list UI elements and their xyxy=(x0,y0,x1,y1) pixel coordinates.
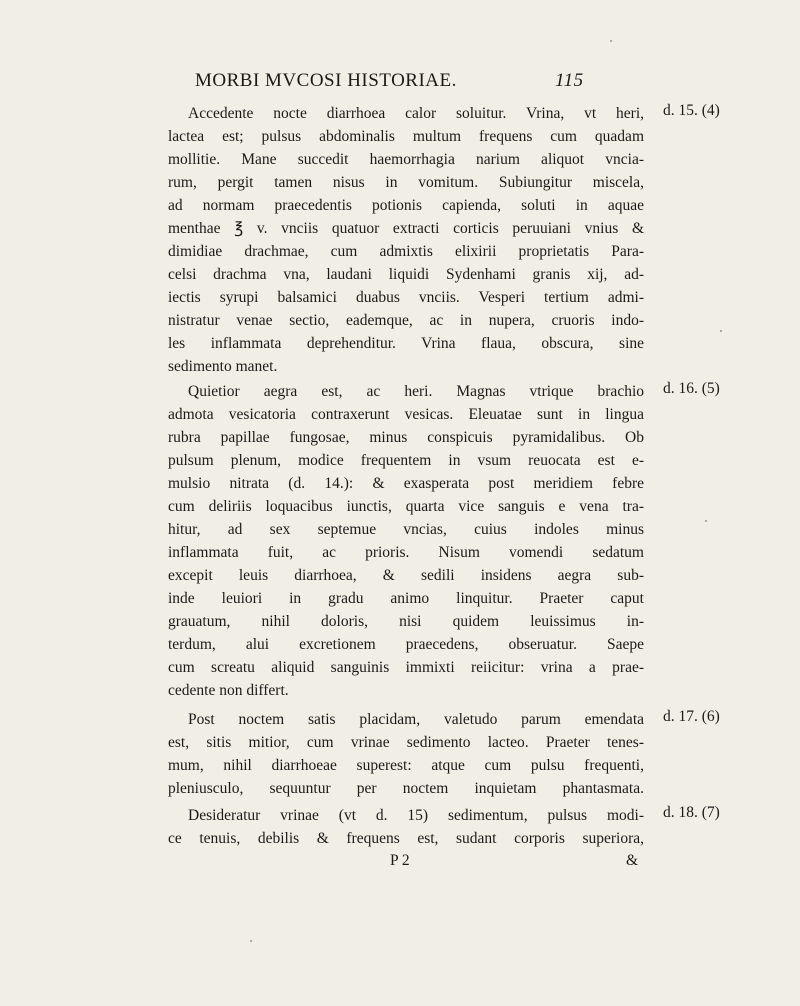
text-line: mum, nihil diarrhoeae superest: atque cum pulsu frequenti, xyxy=(168,757,644,774)
text-line: hitur, ad sex septemue vncias, cuius indoles minus xyxy=(168,521,644,538)
text-line: rum, pergit tamen nisus in vomitum. Subiungitur miscela, xyxy=(168,174,644,191)
text-line: cum deliriis loquacibus iunctis, quarta vice sanguis e vena tra- xyxy=(168,498,644,515)
text-line: dimidiae drachmae, cum admixtis elixirii proprietatis Para- xyxy=(168,243,644,260)
text-line: excepit leuis diarrhoea, & sedili insidens aegra sub- xyxy=(168,567,644,584)
header-title: MORBI MVCOSI HISTORIAE. xyxy=(195,70,457,91)
text-line: mulsio nitrata (d. 14.): & exasperata post meridiem febre xyxy=(168,475,644,492)
text-line: grauatum, nihil doloris, nisi quidem leuissimus in- xyxy=(168,613,644,630)
text-line: ce tenuis, debilis & frequens est, sudant corporis superiora, xyxy=(168,830,644,847)
paragraph-2 xyxy=(168,380,644,702)
text-line: admota vesicatoria contraxerunt vesicas. Eleuatae sunt in lingua xyxy=(168,406,644,423)
margin-note-day-16: d. 16. (5) xyxy=(663,380,720,397)
text-line: terdum, alui excretionem praecedens, obseruatur. Saepe xyxy=(168,636,644,653)
paragraph-3 xyxy=(168,708,644,800)
text-line: sedimento manet. xyxy=(168,358,278,375)
text-line: ad normam praecedentis potionis capienda, soluti in aquae xyxy=(168,197,644,214)
text-line: Quietior aegra est, ac heri. Magnas vtrique brachio xyxy=(188,383,644,400)
catchword: & xyxy=(626,852,639,869)
text-line: celsi drachma vna, laudani liquidi Sydenhami granis xij, ad- xyxy=(168,266,644,283)
text-line: Post noctem satis placidam, valetudo parum emendata xyxy=(188,711,644,728)
paper-speck xyxy=(250,940,252,942)
text-line: rubra papillae fungosae, minus conspicuis pyramidalibus. Ob xyxy=(168,429,644,446)
text-line: pleniusculo, sequuntur per noctem inquietam phantasmata. xyxy=(168,780,644,797)
text-line: mollitie. Mane succedit haemorrhagia narium aliquot vncia- xyxy=(168,151,644,168)
margin-note-day-15: d. 15. (4) xyxy=(663,102,720,119)
margin-note-day-18: d. 18. (7) xyxy=(663,804,720,821)
text-line: Desideratur vrinae (vt d. 15) sedimentum, pulsus modi- xyxy=(188,807,644,824)
text-line: est, sitis mitior, cum vrinae sedimento lacteo. Praeter tenes- xyxy=(168,734,644,751)
text-line: cum screatu aliquid sanguinis immixti reiicitur: vrina a prae- xyxy=(168,659,644,676)
text-line: menthae ℥ v. vnciis quatuor extracti corticis peruuiani vnius & xyxy=(168,220,644,237)
text-line: pulsum plenum, modice frequentem in vsum reuocata est e- xyxy=(168,452,644,469)
text-line: Accedente nocte diarrhoea calor soluitur. Vrina, vt heri, xyxy=(188,105,644,122)
text-line: nistratur venae sectio, eademque, ac in nupera, cruoris indo- xyxy=(168,312,644,329)
text-line: les inflammata deprehenditur. Vrina flaua, obscura, sine xyxy=(168,335,644,352)
margin-note-day-17: d. 17. (6) xyxy=(663,708,720,725)
paper-speck xyxy=(705,520,707,522)
paragraph-1 xyxy=(168,102,644,378)
paragraph-4 xyxy=(168,804,644,850)
page-number: 115 xyxy=(555,70,584,91)
text-line: inde leuiori in gradu animo linquitur. Praeter caput xyxy=(168,590,644,607)
paper-speck xyxy=(610,40,612,42)
paper-speck xyxy=(720,330,722,332)
text-line: lactea est; pulsus abdominalis multum frequens cum quadam xyxy=(168,128,644,145)
text-line: inflammata fuit, ac prioris. Nisum vomendi sedatum xyxy=(168,544,644,561)
text-line: cedente non differt. xyxy=(168,682,289,699)
signature-mark: P 2 xyxy=(390,852,410,869)
text-line: iectis syrupi balsamici duabus vnciis. Vesperi tertium admi- xyxy=(168,289,644,306)
